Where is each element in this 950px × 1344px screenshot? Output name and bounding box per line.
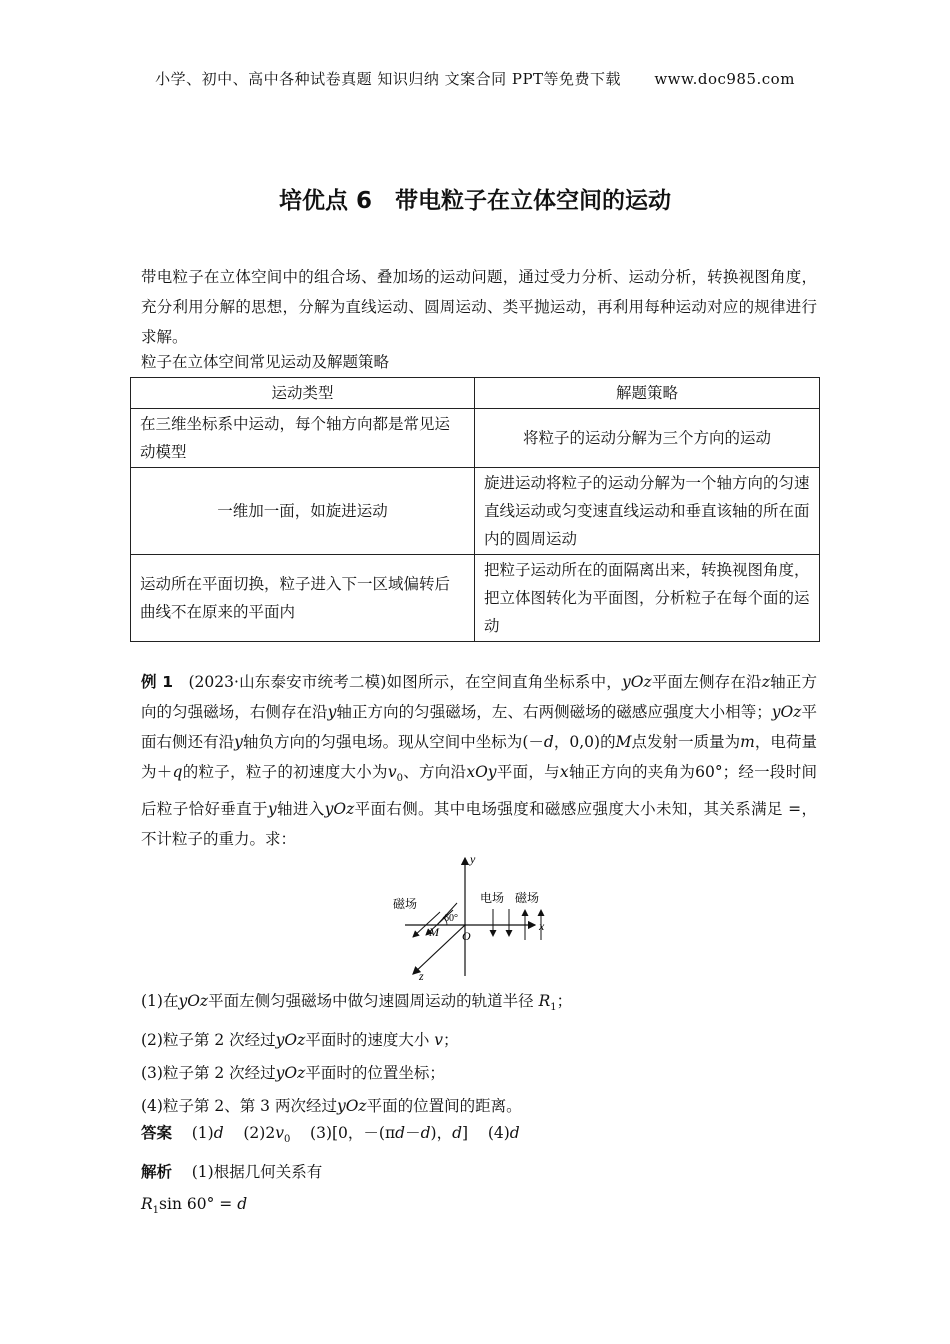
page-header	[0, 68, 950, 89]
table-cell: 运动所在平面切换，粒子进入下一区域偏转后曲线不在原来的平面内	[131, 555, 475, 642]
analysis-text: (1)根据几何关系有	[191, 1163, 323, 1182]
symbol: R	[538, 992, 551, 1010]
origin-label: O	[462, 929, 471, 943]
text-run: ；	[443, 1031, 459, 1050]
text-run: (3)[0，－(π	[310, 1124, 396, 1142]
text-run: 点发射一质量为	[631, 733, 741, 751]
text-run: 轴正方向的匀强磁场，右侧存在沿	[141, 673, 817, 721]
symbol: yOz	[178, 992, 209, 1010]
symbol: d	[452, 1124, 463, 1142]
answer-label: 答案	[141, 1124, 173, 1142]
symbol: y	[327, 703, 337, 721]
y-label: y	[470, 852, 476, 866]
example-problem	[141, 667, 817, 854]
text-run: 轴进入	[276, 800, 325, 819]
answer-section	[141, 1117, 520, 1227]
text-run: )，	[430, 1124, 453, 1142]
question-3	[141, 1057, 572, 1090]
header-site: www.doc985.com	[654, 70, 795, 88]
text-run: (2)粒子第 2 次经过	[141, 1031, 276, 1050]
text-run: sin 60° =	[159, 1195, 238, 1214]
table-cell: 将粒子的运动分解为三个方向的运动	[475, 409, 820, 468]
table-cell: 一维加一面，如旋进运动	[131, 468, 475, 555]
example-text	[141, 667, 817, 854]
symbol: d	[420, 1124, 431, 1142]
table-cell: 把粒子运动所在的面隔离出来，转换视图角度，把立体图转化为平面图，分析粒子在每个面的运动	[475, 555, 820, 642]
angle-label: 60°	[444, 913, 458, 924]
text-run: (4)粒子第 2、第 3 两次经过	[141, 1097, 337, 1116]
symbol: y	[267, 800, 277, 819]
symbol: v	[387, 763, 397, 781]
example-source: (2023·山东泰安市统考二模)	[188, 673, 387, 691]
text-run: 平面，与	[496, 763, 560, 781]
symbol: R	[141, 1195, 153, 1214]
subscript: 0	[283, 1134, 291, 1146]
question-2	[141, 1024, 572, 1057]
intro-paragraph: 带电粒子在立体空间中的组合场、叠加场的运动问题，通过受力分析、运动分析，转换视图角度，充分利用分解的思想，分解为直线运动、圆周运动、类平抛运动，再利用每种运动对应的规律进行求解。	[141, 268, 817, 346]
text-run: 平面时的位置坐标；	[305, 1064, 445, 1083]
symbol: m	[740, 733, 755, 751]
text-run: (3)粒子第 2 次经过	[141, 1064, 276, 1083]
text-run: ，0,0)的	[553, 733, 616, 751]
table-header-type: 运动类型	[131, 378, 475, 409]
electric-field-label: 电场	[480, 891, 505, 905]
table-row	[131, 409, 820, 468]
table-row	[131, 555, 820, 642]
table-row	[131, 468, 820, 555]
symbol: q	[172, 763, 183, 781]
table-cell: 旋进运动将粒子的运动分解为一个轴方向的匀速直线运动或匀变速直线运动和垂直该轴的所在面内的圆周运动	[475, 468, 820, 555]
symbol: d	[395, 1124, 406, 1142]
symbol: v	[434, 1031, 444, 1050]
text-run: ；	[556, 992, 573, 1010]
symbol: yOz	[275, 1031, 306, 1050]
symbol: yOz	[336, 1097, 367, 1116]
text-run: 的粒子，粒子的初速度大小为	[182, 763, 388, 781]
analysis-line	[141, 1156, 520, 1188]
answer-line	[141, 1117, 520, 1156]
table-header-strategy: 解题策略	[475, 378, 820, 409]
intro-section	[141, 262, 817, 352]
analysis-formula	[141, 1188, 520, 1227]
symbol: yOz	[622, 673, 652, 691]
table-cell: 在三维坐标系中运动，每个轴方向都是常见运动模型	[131, 409, 475, 468]
text-run: 如图所示，在空间直角坐标系中，	[386, 673, 623, 691]
text-run: 轴正方向的匀强磁场，左、右两侧磁场的磁感应强度大小相等；	[336, 703, 772, 721]
question-list	[141, 985, 572, 1123]
text-run: 平面左侧存在沿	[651, 673, 762, 691]
symbol: yOz	[771, 703, 802, 721]
text-run: 平面时的速度大小	[305, 1031, 430, 1050]
text-run: －	[405, 1124, 421, 1142]
text-run: 平面的位置间的距离。	[366, 1097, 522, 1116]
text-run: 轴负方向的匀强电场。现从空间中坐标为(－	[242, 733, 544, 751]
text-run: 轴正方向的夹角为60°；经一段时间后粒子恰好垂直于	[141, 763, 817, 819]
text-run: 、方向沿	[402, 763, 467, 781]
right-field-label: 磁场	[515, 891, 540, 905]
symbol: d	[237, 1195, 248, 1214]
example-label: 例 1	[141, 673, 174, 691]
table-caption: 粒子在立体空间常见运动及解题策略	[141, 353, 390, 371]
symbol: z	[761, 673, 770, 691]
text-run: ，电荷量为＋	[141, 733, 817, 781]
subscript: 1	[152, 1205, 160, 1217]
subscript: 1	[550, 1002, 557, 1014]
m-label: M	[429, 925, 439, 939]
symbol: d	[509, 1124, 520, 1142]
symbol: x	[559, 763, 569, 781]
subscript: 0	[396, 773, 403, 785]
text-run: 平面左侧匀强磁场中做匀速圆周运动的轨道半径	[208, 992, 534, 1010]
text-run: 平面右侧还有沿	[141, 703, 817, 751]
text-run: (1)在	[141, 992, 179, 1010]
symbol: yOz	[324, 800, 355, 819]
page-title: 培优点 6 带电粒子在立体空间的运动	[278, 188, 671, 214]
text-run: 平面右侧。其中电场强度和磁感应强度大小未知，其关系满足 =，不计粒子的重力。求：	[141, 800, 817, 849]
symbol: d	[543, 733, 554, 751]
coordinate-diagram	[385, 852, 575, 982]
question-1	[141, 985, 572, 1024]
z-label: z	[419, 969, 424, 982]
header-text: 小学、初中、高中各种试卷真题 知识归纳 文案合同 PPT等免费下载	[155, 70, 622, 88]
symbol: xOy	[466, 763, 497, 781]
analysis-label: 解析	[141, 1163, 173, 1182]
x-label: x	[539, 919, 545, 933]
table-header-row	[131, 378, 820, 409]
text-run: (1)	[191, 1124, 214, 1142]
symbol: y	[234, 733, 243, 751]
z-axis	[413, 925, 465, 974]
symbol: M	[615, 733, 632, 751]
left-field-label: 磁场	[393, 897, 418, 911]
strategy-table	[130, 377, 820, 642]
symbol: yOz	[275, 1064, 306, 1083]
text-run: (2)2	[243, 1124, 276, 1142]
text-run: ]	[462, 1124, 469, 1142]
symbol: d	[213, 1124, 224, 1142]
symbol: v	[275, 1124, 284, 1142]
text-run: (4)	[487, 1124, 510, 1142]
